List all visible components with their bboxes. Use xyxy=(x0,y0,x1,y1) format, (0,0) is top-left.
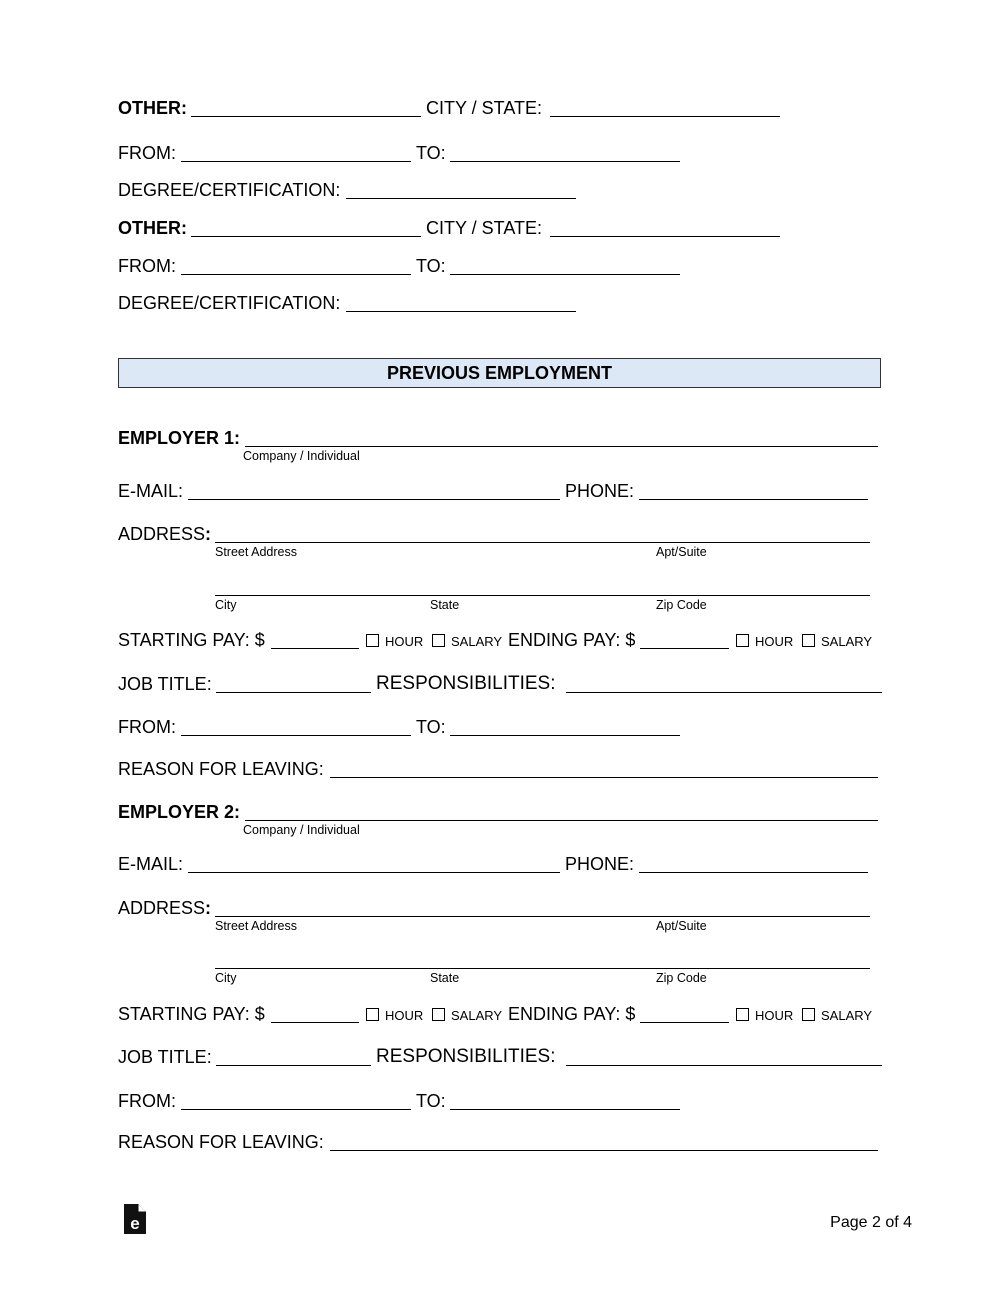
address-label-text: ADDRESS xyxy=(118,524,206,544)
starting-pay-input[interactable] xyxy=(271,648,359,649)
ending-hour-checkbox[interactable] xyxy=(736,634,749,647)
degree-label: DEGREE/CERTIFICATION: xyxy=(118,180,341,200)
to-label-2: TO: xyxy=(416,256,446,276)
degree-input-2[interactable] xyxy=(346,311,576,312)
ending-pay-label: ENDING PAY: $ xyxy=(508,1004,636,1024)
page-number: Page 2 of 4 xyxy=(830,1214,912,1231)
starting-hour-label: HOUR xyxy=(385,634,424,649)
reason-input[interactable] xyxy=(330,1150,878,1151)
phone-input[interactable] xyxy=(639,499,868,500)
starting-salary-checkbox[interactable] xyxy=(432,1008,445,1021)
phone-input[interactable] xyxy=(639,872,868,873)
email-input[interactable] xyxy=(188,872,560,873)
city-state-label: CITY / STATE: xyxy=(426,98,543,118)
email-input[interactable] xyxy=(188,499,560,500)
address-colon: : xyxy=(205,898,212,918)
job-title-label: JOB TITLE: xyxy=(118,1047,212,1067)
starting-salary-checkbox[interactable] xyxy=(432,634,445,647)
phone-label: PHONE: xyxy=(565,481,635,501)
zip-caption: Zip Code xyxy=(656,971,707,985)
ending-salary-label: SALARY xyxy=(821,1008,873,1023)
reason-input[interactable] xyxy=(330,777,878,778)
city-caption: City xyxy=(215,598,237,612)
zip-caption: Zip Code xyxy=(656,598,707,612)
employer-input[interactable] xyxy=(245,446,878,447)
state-caption: State xyxy=(430,598,460,612)
apt-caption: Apt/Suite xyxy=(656,919,707,933)
starting-pay-input[interactable] xyxy=(271,1022,359,1023)
city-state-label-2: CITY / STATE: xyxy=(426,218,543,238)
address-label-text: ADDRESS xyxy=(118,898,206,918)
eforms-logo-icon xyxy=(124,1204,146,1234)
to-input-2[interactable] xyxy=(450,274,680,275)
street-address-input[interactable] xyxy=(215,916,870,917)
starting-pay-label: STARTING PAY: $ xyxy=(118,630,265,650)
ending-hour-label: HOUR xyxy=(755,634,794,649)
to-label: TO: xyxy=(416,143,446,163)
employer-label: EMPLOYER 1: xyxy=(118,428,241,448)
from-input[interactable] xyxy=(181,161,411,162)
email-label: E-MAIL: xyxy=(118,854,184,874)
reason-label: REASON FOR LEAVING: xyxy=(118,1132,324,1152)
email-label: E-MAIL: xyxy=(118,481,184,501)
other-label-2: OTHER: xyxy=(118,218,187,238)
state-caption: State xyxy=(430,971,460,985)
company-caption: Company / Individual xyxy=(243,823,360,837)
ending-salary-label: SALARY xyxy=(821,634,873,649)
from-label: FROM: xyxy=(118,1091,176,1111)
ending-pay-label: ENDING PAY: $ xyxy=(508,630,636,650)
to-input[interactable] xyxy=(450,161,680,162)
from-input[interactable] xyxy=(181,735,411,736)
degree-label-2: DEGREE/CERTIFICATION: xyxy=(118,293,341,313)
from-input[interactable] xyxy=(181,1109,411,1110)
employer-label: EMPLOYER 2: xyxy=(118,802,241,822)
street-caption: Street Address xyxy=(215,545,297,559)
starting-hour-checkbox[interactable] xyxy=(366,1008,379,1021)
to-label: TO: xyxy=(416,1091,446,1111)
apt-caption: Apt/Suite xyxy=(656,545,707,559)
to-label: TO: xyxy=(416,717,446,737)
city-state-input-2[interactable] xyxy=(550,236,780,237)
starting-salary-label: SALARY xyxy=(451,1008,503,1023)
responsibilities-label: RESPONSIBILITIES: xyxy=(376,1046,556,1067)
job-title-input[interactable] xyxy=(216,1065,371,1066)
other-label: OTHER: xyxy=(118,98,187,118)
starting-hour-label: HOUR xyxy=(385,1008,424,1023)
ending-pay-input[interactable] xyxy=(640,648,729,649)
ending-salary-checkbox[interactable] xyxy=(802,634,815,647)
from-label: FROM: xyxy=(118,717,176,737)
city-state-input[interactable] xyxy=(550,116,780,117)
street-caption: Street Address xyxy=(215,919,297,933)
address-label xyxy=(118,524,211,544)
responsibilities-input[interactable] xyxy=(566,1065,882,1066)
phone-label: PHONE: xyxy=(565,854,635,874)
starting-salary-label: SALARY xyxy=(451,634,503,649)
responsibilities-label: RESPONSIBILITIES: xyxy=(376,673,556,694)
address-colon: : xyxy=(205,524,212,544)
reason-label: REASON FOR LEAVING: xyxy=(118,759,324,779)
company-caption: Company / Individual xyxy=(243,449,360,463)
ending-hour-checkbox[interactable] xyxy=(736,1008,749,1021)
to-input[interactable] xyxy=(450,1109,680,1110)
from-input-2[interactable] xyxy=(181,274,411,275)
other-input-2[interactable] xyxy=(191,236,421,237)
job-title-input[interactable] xyxy=(216,692,371,693)
degree-input[interactable] xyxy=(346,198,576,199)
responsibilities-input[interactable] xyxy=(566,692,882,693)
other-input[interactable] xyxy=(191,116,421,117)
to-input[interactable] xyxy=(450,735,680,736)
city-state-zip-input[interactable] xyxy=(215,968,870,969)
ending-salary-checkbox[interactable] xyxy=(802,1008,815,1021)
from-label: FROM: xyxy=(118,143,176,163)
street-address-input[interactable] xyxy=(215,542,870,543)
from-label-2: FROM: xyxy=(118,256,176,276)
previous-employment-banner: PREVIOUS EMPLOYMENT xyxy=(118,358,881,388)
starting-pay-label: STARTING PAY: $ xyxy=(118,1004,265,1024)
ending-hour-label: HOUR xyxy=(755,1008,794,1023)
svg-text:e: e xyxy=(130,1214,140,1233)
city-state-zip-input[interactable] xyxy=(215,595,870,596)
employer-input[interactable] xyxy=(245,820,878,821)
ending-pay-input[interactable] xyxy=(640,1022,729,1023)
city-caption: City xyxy=(215,971,237,985)
job-title-label: JOB TITLE: xyxy=(118,674,212,694)
address-label xyxy=(118,898,211,918)
starting-hour-checkbox[interactable] xyxy=(366,634,379,647)
